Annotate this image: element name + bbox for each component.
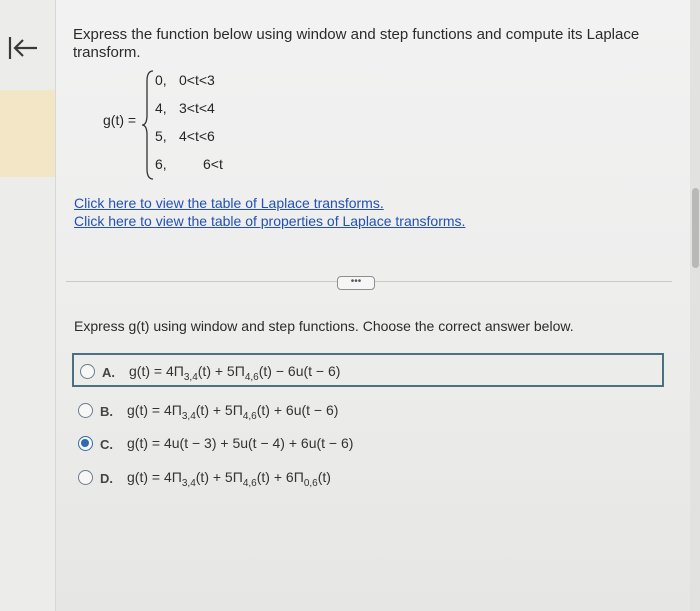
- problem-line-1: Express the function below using window and step functions and compute its Laplace: [73, 26, 640, 43]
- option-b[interactable]: [72, 394, 664, 428]
- case-condition: 4<t<6: [179, 128, 215, 144]
- expand-more-button[interactable]: •••: [337, 276, 375, 290]
- option-letter: B.: [100, 404, 113, 419]
- radio-button[interactable]: [78, 403, 93, 418]
- radio-button[interactable]: [78, 470, 93, 485]
- case-condition: 6<t: [203, 156, 223, 172]
- case-condition: 0<t<3: [179, 72, 215, 88]
- radio-button[interactable]: [80, 364, 95, 379]
- option-letter: D.: [100, 471, 113, 486]
- function-case: [155, 153, 223, 175]
- case-value: 6,: [155, 156, 167, 172]
- option-letter: A.: [102, 365, 115, 380]
- option-d[interactable]: [72, 461, 664, 495]
- option-c[interactable]: [72, 427, 664, 461]
- case-value: 0,: [155, 72, 167, 88]
- left-brace: [141, 69, 155, 181]
- back-button[interactable]: [6, 33, 40, 63]
- question-prompt: Express g(t) using window and step functions. Choose the correct answer below.: [74, 318, 574, 334]
- option-text: $g(t) = 4\Pi_{3,4}(t) + 5\Pi_{4,6}(t) + 6\Pi_{0,6}(t)$: [127, 469, 331, 489]
- option-text: $g(t) = 4\Pi_{3,4}(t) + 5\Pi_{4,6}(t) - 6u(t - 6)$: [129, 363, 341, 383]
- sidebar-highlight: [0, 90, 55, 177]
- left-sidebar: [0, 0, 56, 611]
- function-label: g(t) =: [103, 112, 137, 128]
- scrollbar-thumb[interactable]: [692, 188, 699, 268]
- problem-line-2: transform.: [73, 44, 141, 61]
- laplace-table-link[interactable]: Click here to view the table of Laplace transforms.: [74, 195, 384, 211]
- option-a[interactable]: [72, 353, 664, 387]
- function-case: [155, 69, 215, 91]
- option-letter: C.: [100, 437, 113, 452]
- radio-button-selected[interactable]: [78, 436, 93, 451]
- laplace-properties-link[interactable]: Click here to view the table of properties of Laplace transforms.: [74, 213, 466, 229]
- case-value: 5,: [155, 128, 167, 144]
- case-value: 4,: [155, 100, 167, 116]
- vertical-scrollbar[interactable]: [690, 0, 700, 611]
- function-case: [155, 125, 215, 147]
- back-arrow-icon: [6, 33, 40, 63]
- function-case: [155, 97, 215, 119]
- option-text: g(t) = 4u(t − 3) + 5u(t − 4) + 6u(t − 6): [127, 435, 354, 451]
- case-condition: 3<t<4: [179, 100, 215, 116]
- piecewise-function: [103, 65, 303, 185]
- option-text: $g(t) = 4\Pi_{3,4}(t) + 5\Pi_{4,6}(t) + 6u(t - 6)$: [127, 402, 339, 422]
- problem-statement: [73, 26, 663, 62]
